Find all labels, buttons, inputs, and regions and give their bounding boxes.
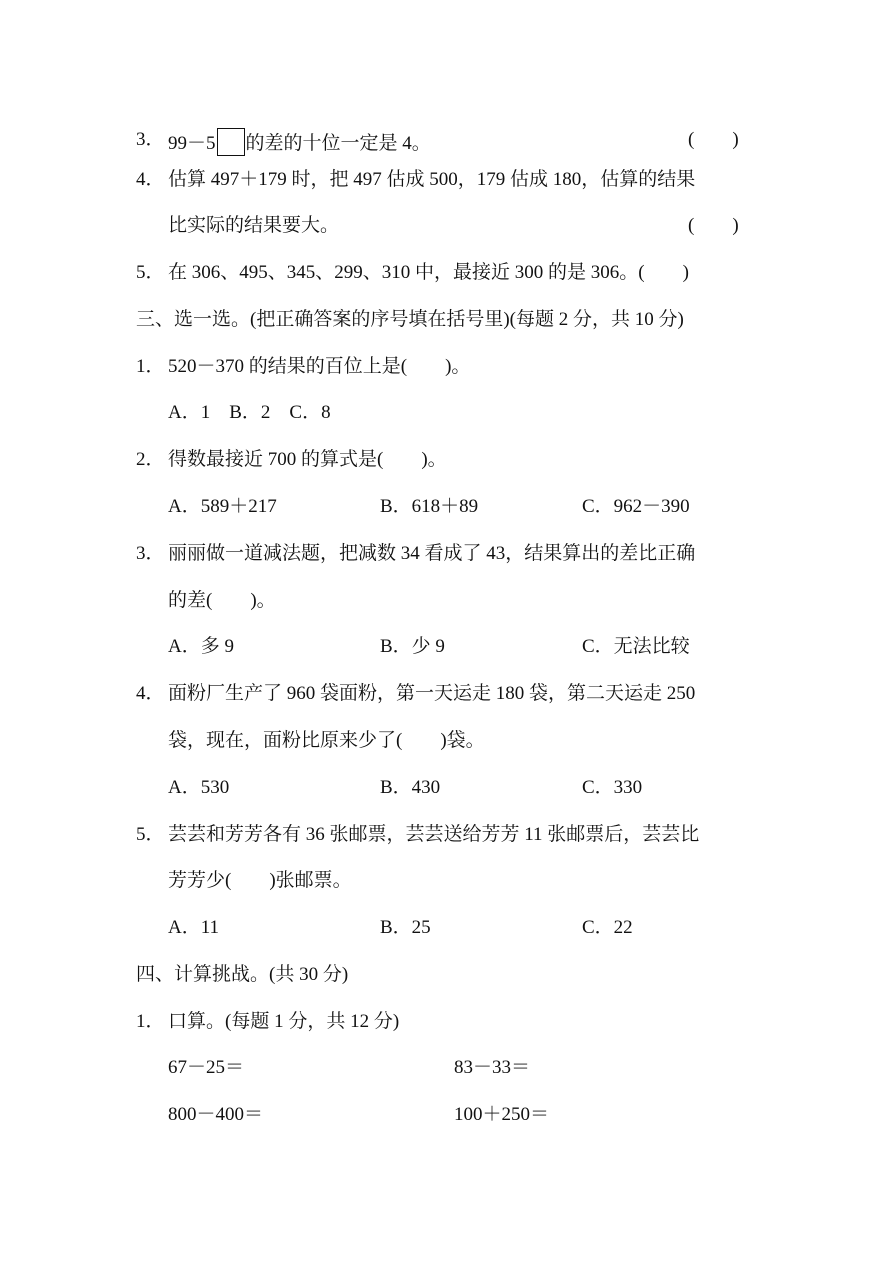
question-text: 芸芸和芳芳各有 36 张邮票，芸芸送给芳芳 11 张邮票后，芸芸比 — [168, 824, 700, 845]
item-number: 5． — [136, 262, 165, 283]
item-number: 2． — [136, 449, 165, 470]
calc-problem: 83－33＝ — [454, 1057, 531, 1078]
option-c: C．330 — [582, 777, 643, 798]
option-b: B．少 9 — [380, 636, 445, 657]
item-number: 3． — [136, 543, 165, 564]
question-text: 丽丽做一道减法题，把减数 34 看成了 43，结果算出的差比正确 — [168, 543, 696, 564]
item-number: 4． — [136, 683, 165, 704]
item-number: 1． — [136, 356, 165, 377]
option-b: B．618＋89 — [380, 496, 479, 517]
calc-problem: 67－25＝ — [168, 1057, 245, 1078]
answer-options: A．1 B．2 C．8 — [168, 402, 331, 423]
section-heading: 四、计算挑战。(共 30 分) — [136, 964, 349, 985]
option-c: C．962－390 — [582, 496, 690, 517]
question-text: 估算 497＋179 时，把 497 估成 500，179 估成 180，估算的结果 — [168, 169, 696, 190]
answer-parentheses[interactable]: ( ) — [688, 129, 739, 150]
option-a: A．530 — [168, 777, 230, 798]
option-c: C．22 — [582, 917, 633, 938]
option-b: B．430 — [380, 777, 441, 798]
option-a: A．11 — [168, 917, 220, 938]
answer-parentheses[interactable]: ( ) — [688, 215, 739, 236]
question-text-continued: 的差( )。 — [168, 590, 276, 611]
question-text: 面粉厂生产了 960 袋面粉，第一天运走 180 袋，第二天运走 250 — [168, 683, 696, 704]
question-text: 在 306、495、345、299、310 中，最接近 300 的是 306。( ) — [168, 262, 689, 283]
item-number: 4． — [136, 169, 165, 190]
option-a: A．589＋217 — [168, 496, 277, 517]
question-text: 520－370 的结果的百位上是( )。 — [168, 356, 471, 377]
item-number: 3． — [136, 129, 165, 150]
section-heading: 三、选一选。(把正确答案的序号填在括号里)(每题 2 分，共 10 分) — [136, 309, 684, 330]
option-c: C．无法比较 — [582, 636, 690, 657]
question-text-continued: 芳芳少( )张邮票。 — [168, 870, 352, 891]
calc-problem: 800－400＝ — [168, 1104, 264, 1125]
item-number: 5． — [136, 824, 165, 845]
question-text-continued: 比实际的结果要大。 — [168, 215, 340, 236]
question-text — [168, 128, 431, 156]
question-text-pre: 99－5 — [168, 133, 216, 154]
question-text-continued: 袋，现在，面粉比原来少了( )袋。 — [168, 730, 485, 751]
option-a: A．多 9 — [168, 636, 234, 657]
question-text: 得数最接近 700 的算式是( )。 — [168, 449, 447, 470]
calc-problem: 100＋250＝ — [454, 1104, 550, 1125]
subsection-heading: 口算。(每题 1 分，共 12 分) — [168, 1011, 400, 1032]
item-number: 1． — [136, 1011, 165, 1032]
question-text-post: 的差的十位一定是 4。 — [245, 133, 431, 154]
answer-box[interactable] — [217, 128, 245, 156]
option-b: B．25 — [380, 917, 431, 938]
